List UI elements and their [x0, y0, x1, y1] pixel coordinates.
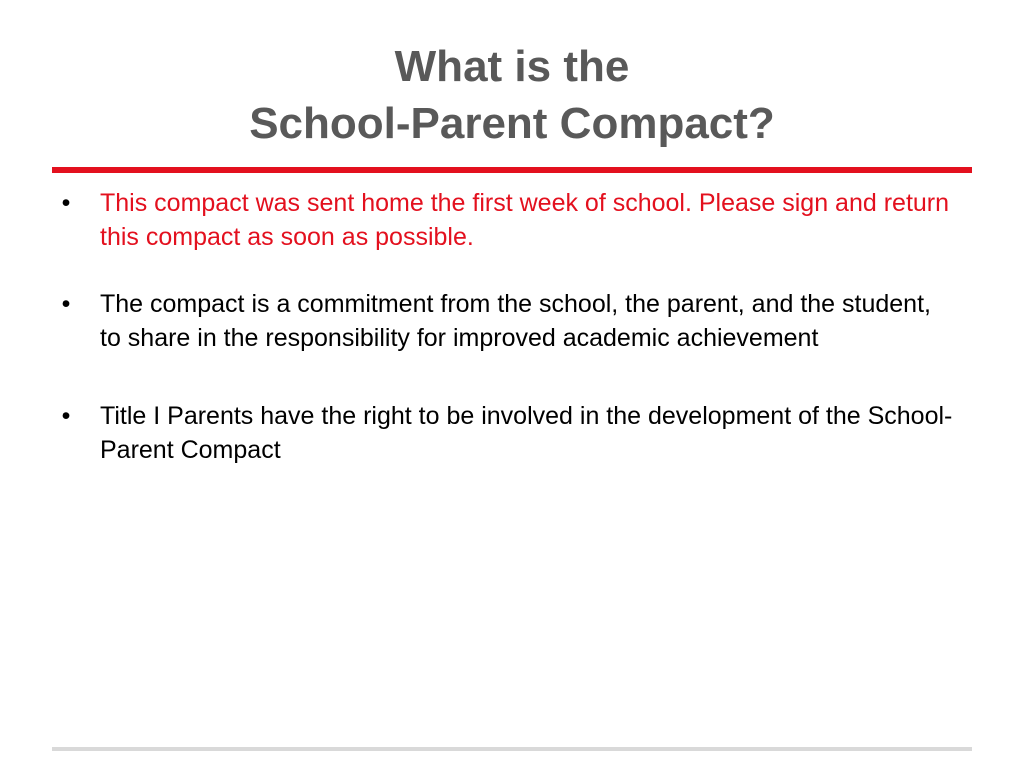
bullet-list	[56, 186, 956, 467]
bullet-item-sign-compact	[56, 186, 956, 254]
footer-divider	[52, 747, 972, 751]
title-divider	[52, 167, 972, 173]
bullet-text: The compact is a commitment from the school, the parent, and the student, to share in the responsibility for improved academic achievement	[100, 290, 931, 352]
slide-title-line-2: School-Parent Compact?	[249, 99, 775, 148]
bullet-item-parent-rights	[56, 399, 956, 467]
bullet-item-commitment	[56, 287, 956, 355]
bullet-icon: •	[61, 290, 71, 318]
slide-title-line-1: What is the	[394, 42, 630, 91]
bullet-icon: •	[61, 402, 71, 430]
bullet-icon: •	[61, 189, 71, 217]
slide-title	[0, 38, 1024, 152]
bullet-text: This compact was sent home the first week of school. Please sign and return this compact as soon as possible.	[100, 189, 950, 251]
bullet-text: Title I Parents have the right to be involved in the development of the School-Parent Compact	[100, 402, 953, 464]
